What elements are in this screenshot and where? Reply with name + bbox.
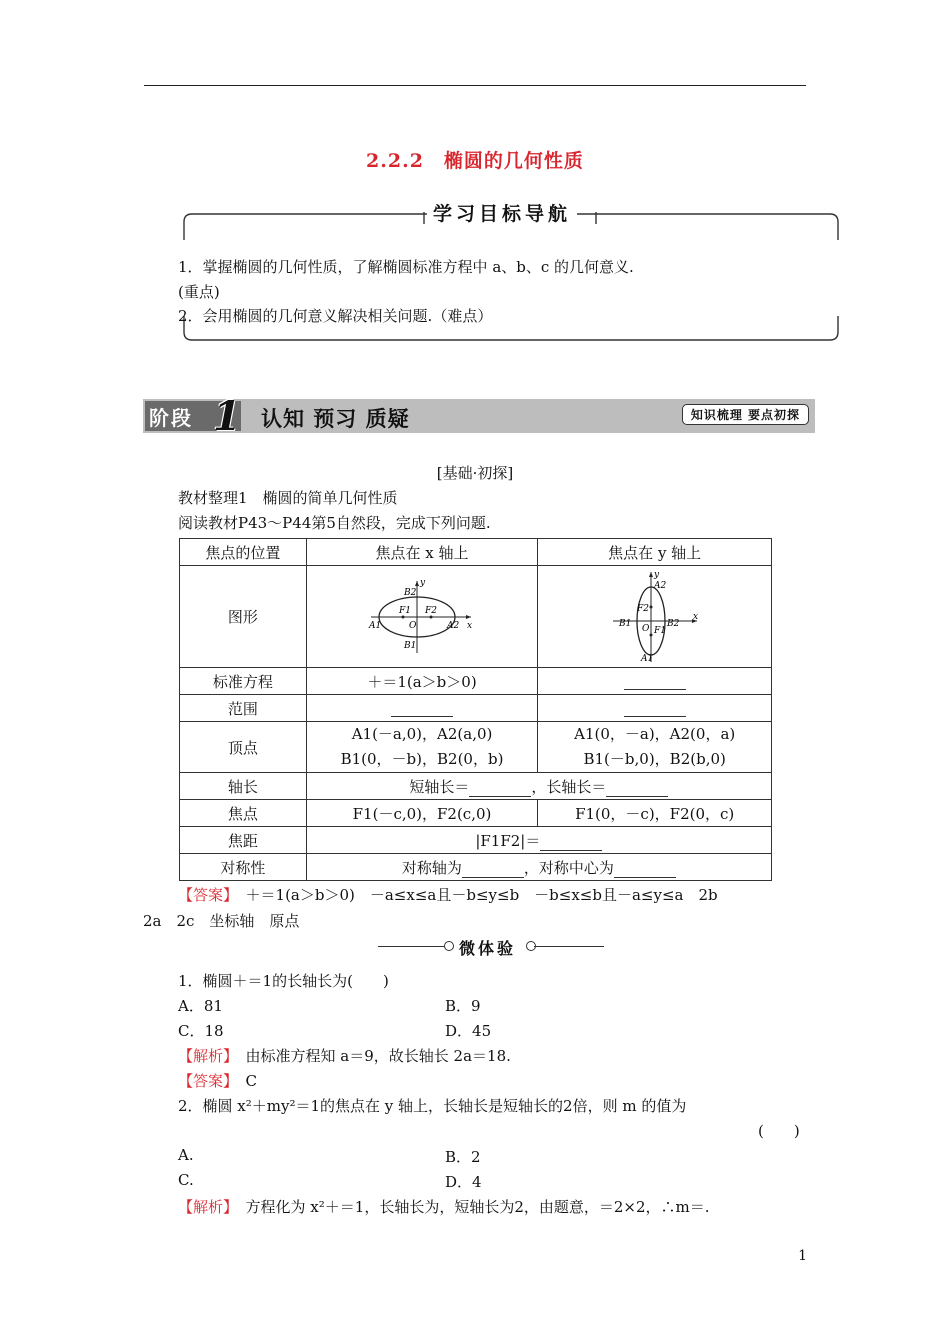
q1-option-c: C．18 bbox=[178, 1022, 224, 1040]
analysis-label: 【解析】 bbox=[178, 1047, 231, 1065]
header-position: 焦点的位置 bbox=[180, 539, 307, 566]
fig-x-label-A2: A2 bbox=[447, 620, 460, 631]
fig-y-label-O: O bbox=[641, 623, 650, 634]
answer-label: 【答案】 bbox=[178, 1072, 231, 1090]
q2-analysis-text: 方程化为 x²＋＝1，长轴长为，短轴长为2，由题意，＝2×2，∴m＝. bbox=[245, 1198, 710, 1216]
page-title: 2.2.2 椭圆的几何性质 bbox=[366, 150, 584, 172]
fig-x-label-A1: A1 bbox=[369, 620, 382, 631]
answer1-line1 bbox=[178, 884, 718, 905]
vertex-y bbox=[538, 722, 772, 773]
goal-item-1-note: (重点) bbox=[178, 283, 220, 301]
material-title: 教材整理1 椭圆的简单几何性质 bbox=[178, 489, 398, 507]
row-range-label: 范围 bbox=[180, 695, 307, 722]
range-y-blank bbox=[538, 695, 772, 722]
stage-banner bbox=[143, 393, 815, 440]
goal-item-1: 1．掌握椭圆的几何性质，了解椭圆标准方程中 a、b、c 的几何意义. bbox=[178, 258, 634, 276]
answer-label: 【答案】 bbox=[178, 886, 231, 904]
focus-x: F1(－c,0)，F2(c,0) bbox=[306, 800, 538, 827]
q1-option-d: D．45 bbox=[445, 1022, 492, 1040]
q2-paren: ( ) bbox=[758, 1122, 800, 1140]
symmetry-axis-label: 对称轴为 bbox=[401, 858, 462, 877]
blank-line bbox=[540, 835, 602, 851]
header-y-axis: 焦点在 y 轴上 bbox=[538, 539, 772, 566]
analysis-label: 【解析】 bbox=[178, 1198, 231, 1216]
vertex-x bbox=[306, 722, 538, 773]
equation-y-blank bbox=[538, 668, 772, 695]
q1-analysis bbox=[178, 1045, 511, 1066]
page-number: 1 bbox=[798, 1248, 807, 1264]
blank-line bbox=[391, 701, 453, 717]
blank-line bbox=[469, 781, 531, 797]
blank-line bbox=[614, 862, 676, 878]
fig-x-label-x: x bbox=[467, 620, 473, 631]
row-equation-label: 标准方程 bbox=[180, 668, 307, 695]
fig-x-label-y: y bbox=[420, 577, 426, 588]
fig-y-label-x: x bbox=[692, 611, 698, 622]
symmetry bbox=[306, 854, 771, 881]
focal-distance bbox=[306, 827, 771, 854]
goal-item-2: 2．会用椭圆的几何意义解决相关问题.（难点） bbox=[178, 307, 493, 325]
row-focus-label: 焦点 bbox=[180, 800, 307, 827]
fig-y-label-A1: A1 bbox=[640, 653, 653, 664]
axis-long-label: ，长轴长＝ bbox=[531, 777, 607, 796]
blank-line bbox=[624, 701, 686, 717]
fig-x-label-F2: F2 bbox=[425, 605, 437, 616]
focal-label: |F1F2|＝ bbox=[475, 831, 541, 850]
header-x-axis: 焦点在 x 轴上 bbox=[306, 539, 538, 566]
fig-x-label-B1: B1 bbox=[404, 640, 417, 651]
fig-y-label-B2: B2 bbox=[666, 618, 680, 629]
q2-option-a: A. bbox=[178, 1146, 194, 1164]
answer1-text: ＋＝1(a＞b＞0) －a≤x≤a且－b≤y≤b －b≤x≤b且－a≤y≤a 2b bbox=[245, 886, 718, 904]
fig-x-label-F1: F1 bbox=[399, 605, 411, 616]
fig-x-label-O: O bbox=[409, 620, 417, 631]
q1-stem: 1．椭圆＋＝1的长轴长为( ) bbox=[178, 972, 389, 990]
divider-left bbox=[378, 946, 448, 947]
blank-line bbox=[624, 674, 686, 690]
properties-table bbox=[179, 538, 772, 881]
axis-length bbox=[306, 773, 771, 800]
figure-x-ellipse bbox=[306, 566, 538, 668]
blank-line bbox=[606, 781, 668, 797]
section-tag: [基础·初探] bbox=[436, 464, 514, 482]
vertex-y-line2: B1(－b,0)，B2(b,0) bbox=[583, 750, 726, 768]
axis-short-label: 短轴长＝ bbox=[409, 777, 470, 796]
fig-y-label-F1: F1 bbox=[653, 625, 666, 636]
blank-line bbox=[462, 862, 524, 878]
q2-option-d: D．4 bbox=[445, 1173, 482, 1191]
figure-y-ellipse bbox=[538, 566, 772, 668]
fig-y-label-F2: F2 bbox=[636, 603, 649, 614]
vertex-y-line1: A1(0，－a)，A2(0，a) bbox=[574, 725, 736, 743]
q2-option-b: B．2 bbox=[445, 1148, 481, 1166]
row-axis-label: 轴长 bbox=[180, 773, 307, 800]
q2-stem: 2．椭圆 x²＋my²＝1的焦点在 y 轴上，长轴长是短轴长的2倍，则 m 的值为 bbox=[178, 1097, 687, 1115]
divider-dot-left bbox=[444, 941, 454, 951]
row-focal-label: 焦距 bbox=[180, 827, 307, 854]
equation-x: ＋＝1(a＞b＞0) bbox=[306, 668, 538, 695]
range-x-blank bbox=[306, 695, 538, 722]
focus-y: F1(0，－c)，F2(0，c) bbox=[538, 800, 772, 827]
fig-y-label-y: y bbox=[653, 569, 659, 580]
row-figure-label: 图形 bbox=[180, 566, 307, 668]
symmetry-center-label: ，对称中心为 bbox=[523, 858, 614, 877]
stage-number: 1 bbox=[213, 393, 241, 440]
stage-tag: 知识梳理 要点初探 bbox=[682, 404, 809, 425]
reading-instruction: 阅读教材P43～P44第5自然段，完成下列问题. bbox=[178, 514, 491, 532]
q1-answer bbox=[178, 1070, 257, 1091]
q1-option-a: A．81 bbox=[178, 997, 223, 1015]
micro-heading: 微体验 bbox=[459, 939, 517, 958]
top-rule bbox=[144, 85, 806, 86]
fig-x-label-B2: B2 bbox=[404, 587, 417, 598]
stage-heading: 认知 预习 质疑 bbox=[261, 406, 410, 431]
q2-analysis bbox=[178, 1196, 710, 1217]
divider-right bbox=[534, 946, 604, 947]
stage-label: 阶段 bbox=[149, 406, 193, 430]
vertex-x-line2: B1(0，－b)，B2(0，b) bbox=[340, 750, 504, 768]
goals-heading: 学习目标导航 bbox=[427, 199, 577, 226]
answer1-line2: 2a 2c 坐标轴 原点 bbox=[143, 912, 300, 930]
fig-y-label-A2: A2 bbox=[653, 580, 666, 591]
q1-answer-text: C bbox=[245, 1072, 258, 1090]
q1-analysis-text: 由标准方程知 a＝9，故长轴长 2a＝18. bbox=[245, 1047, 511, 1065]
q2-option-c: C. bbox=[178, 1171, 194, 1189]
fig-y-label-B1: B1 bbox=[618, 618, 632, 629]
vertex-x-line1: A1(－a,0)，A2(a,0) bbox=[351, 725, 493, 743]
q1-option-b: B．9 bbox=[445, 997, 481, 1015]
row-vertex-label: 顶点 bbox=[180, 722, 307, 773]
row-symmetry-label: 对称性 bbox=[180, 854, 307, 881]
